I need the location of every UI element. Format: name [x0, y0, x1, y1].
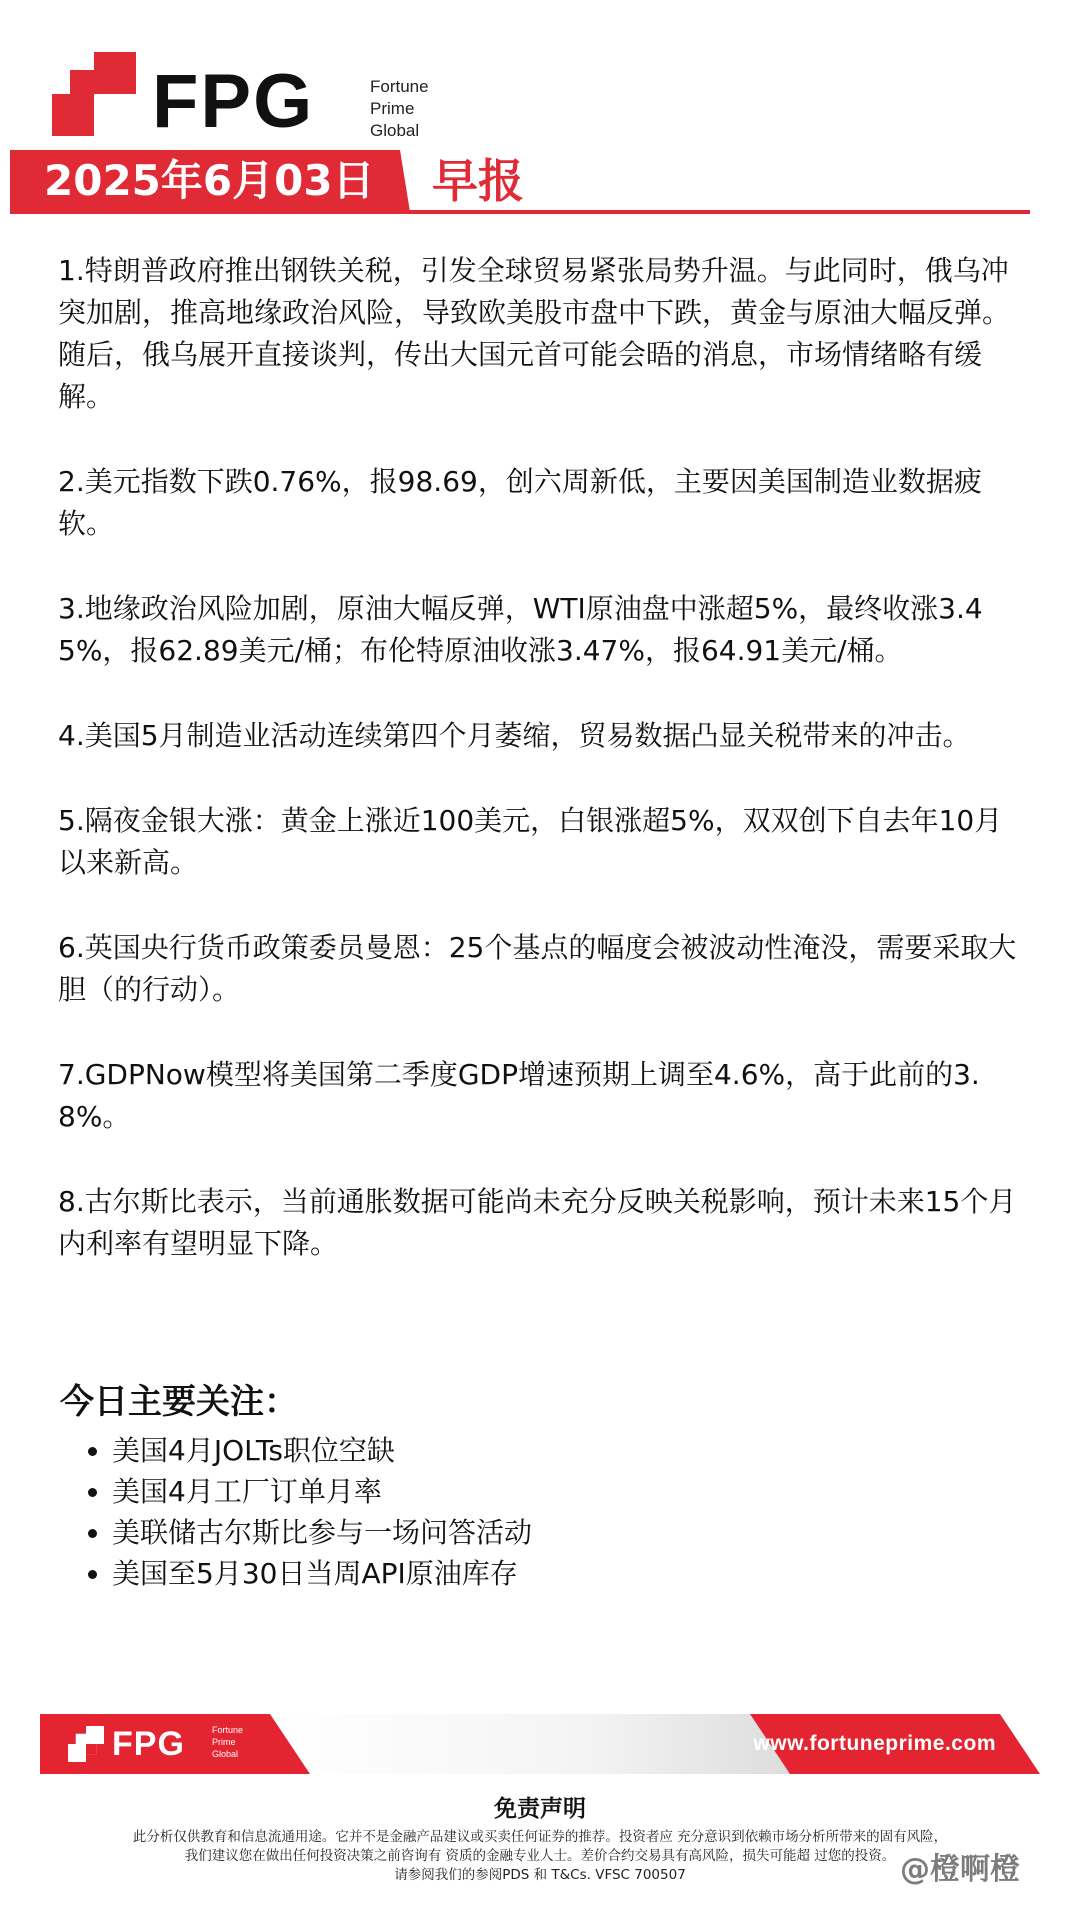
disclaimer-line: 此分析仅供教育和信息流通用途。它并不是金融产品建议或买卖任何证券的推荐。投资者应 充分意识到依赖市场分析所带来的固有风险，: [132, 1829, 948, 1845]
news-item: 6.英国央行货币政策委员曼恩：25个基点的幅度会被波动性淹没，需要采取大胆（的行动）。: [58, 931, 1017, 1006]
focus-item: • 美国4月工厂订单月率: [112, 1471, 1020, 1512]
watermark: @橙啊橙: [900, 1852, 1020, 1887]
focus-item: • 美国4月JOLTs职位空缺: [112, 1430, 1020, 1471]
focus-item: • 美国至5月30日当周API原油库存: [112, 1553, 1020, 1594]
disclaimer-text: [40, 1828, 1040, 1885]
report-date: 2025年6月03日: [44, 156, 375, 205]
fpg-logo-icon: [52, 52, 136, 136]
brand-logo-text: FPG: [152, 59, 315, 144]
disclaimer-line: 请参阅我们的参阅PDS 和 T&Cs. VFSC 700507: [394, 1867, 686, 1883]
news-item: 4.美国5月制造业活动连续第四个月萎缩，贸易数据凸显关税带来的冲击。: [58, 719, 971, 752]
report-title: 早报: [432, 154, 524, 208]
report-header: [0, 0, 1080, 220]
focus-item: • 美联储古尔斯比参与一场问答活动: [112, 1512, 1020, 1553]
footer-gradient-band: [270, 1714, 790, 1774]
news-item: 2.美元指数下跌0.76%，报98.69，创六周新低，主要因美国制造业数据疲软。: [58, 465, 982, 540]
disclaimer-title: 免责声明: [494, 1796, 586, 1822]
website-link[interactable]: www.fortuneprime.com: [753, 1732, 996, 1755]
news-item: 1.特朗普政府推出钢铁关税，引发全球贸易紧张局势升温。与此同时，俄乌冲突加剧，推高地缘政治风险，导致欧美股市盘中下跌，黄金与原油大幅反弹。随后，俄乌展开直接谈判，传出大国元首可能会晤的消息，市场情绪略有缓解。: [58, 254, 1011, 413]
focus-title: 今日主要关注：: [60, 1382, 298, 1422]
disclaimer-line: 我们建议您在做出任何投资决策之前咨询有 资质的金融专业人士。差价合约交易具有高风险，损失可能超 过您的投资。: [184, 1848, 896, 1864]
header-divider: [10, 210, 1030, 214]
footer-banner: [40, 1714, 1040, 1774]
focus-section: [60, 1380, 1020, 1594]
news-item: 8.古尔斯比表示，当前通胀数据可能尚未充分反映关税影响，预计未来15个月内利率有望明显下降。: [58, 1185, 1017, 1260]
focus-list: [60, 1430, 1020, 1594]
news-item: 5.隔夜金银大涨：黄金上涨近100美元，白银涨超5%，双双创下自去年10月以来新高。: [58, 804, 1003, 879]
footer-logo-text: FPG: [112, 1725, 185, 1763]
news-item: 3.地缘政治风险加剧，原油大幅反弹，WTI原油盘中涨超5%，最终收涨3.45%，报62.89美元/桶；布伦特原油收涨3.47%，报64.91美元/桶。: [58, 592, 983, 667]
news-list: [58, 250, 1024, 1308]
news-item: 7.GDPNow模型将美国第二季度GDP增速预期上调至4.6%，高于此前的3.8%。: [58, 1058, 980, 1133]
footer-logo-subtitle: Fortune Prime Global: [212, 1725, 244, 1759]
brand-logo-subtitle: Fortune Prime Global: [370, 77, 429, 140]
fpg-logo-icon: [68, 1726, 104, 1762]
